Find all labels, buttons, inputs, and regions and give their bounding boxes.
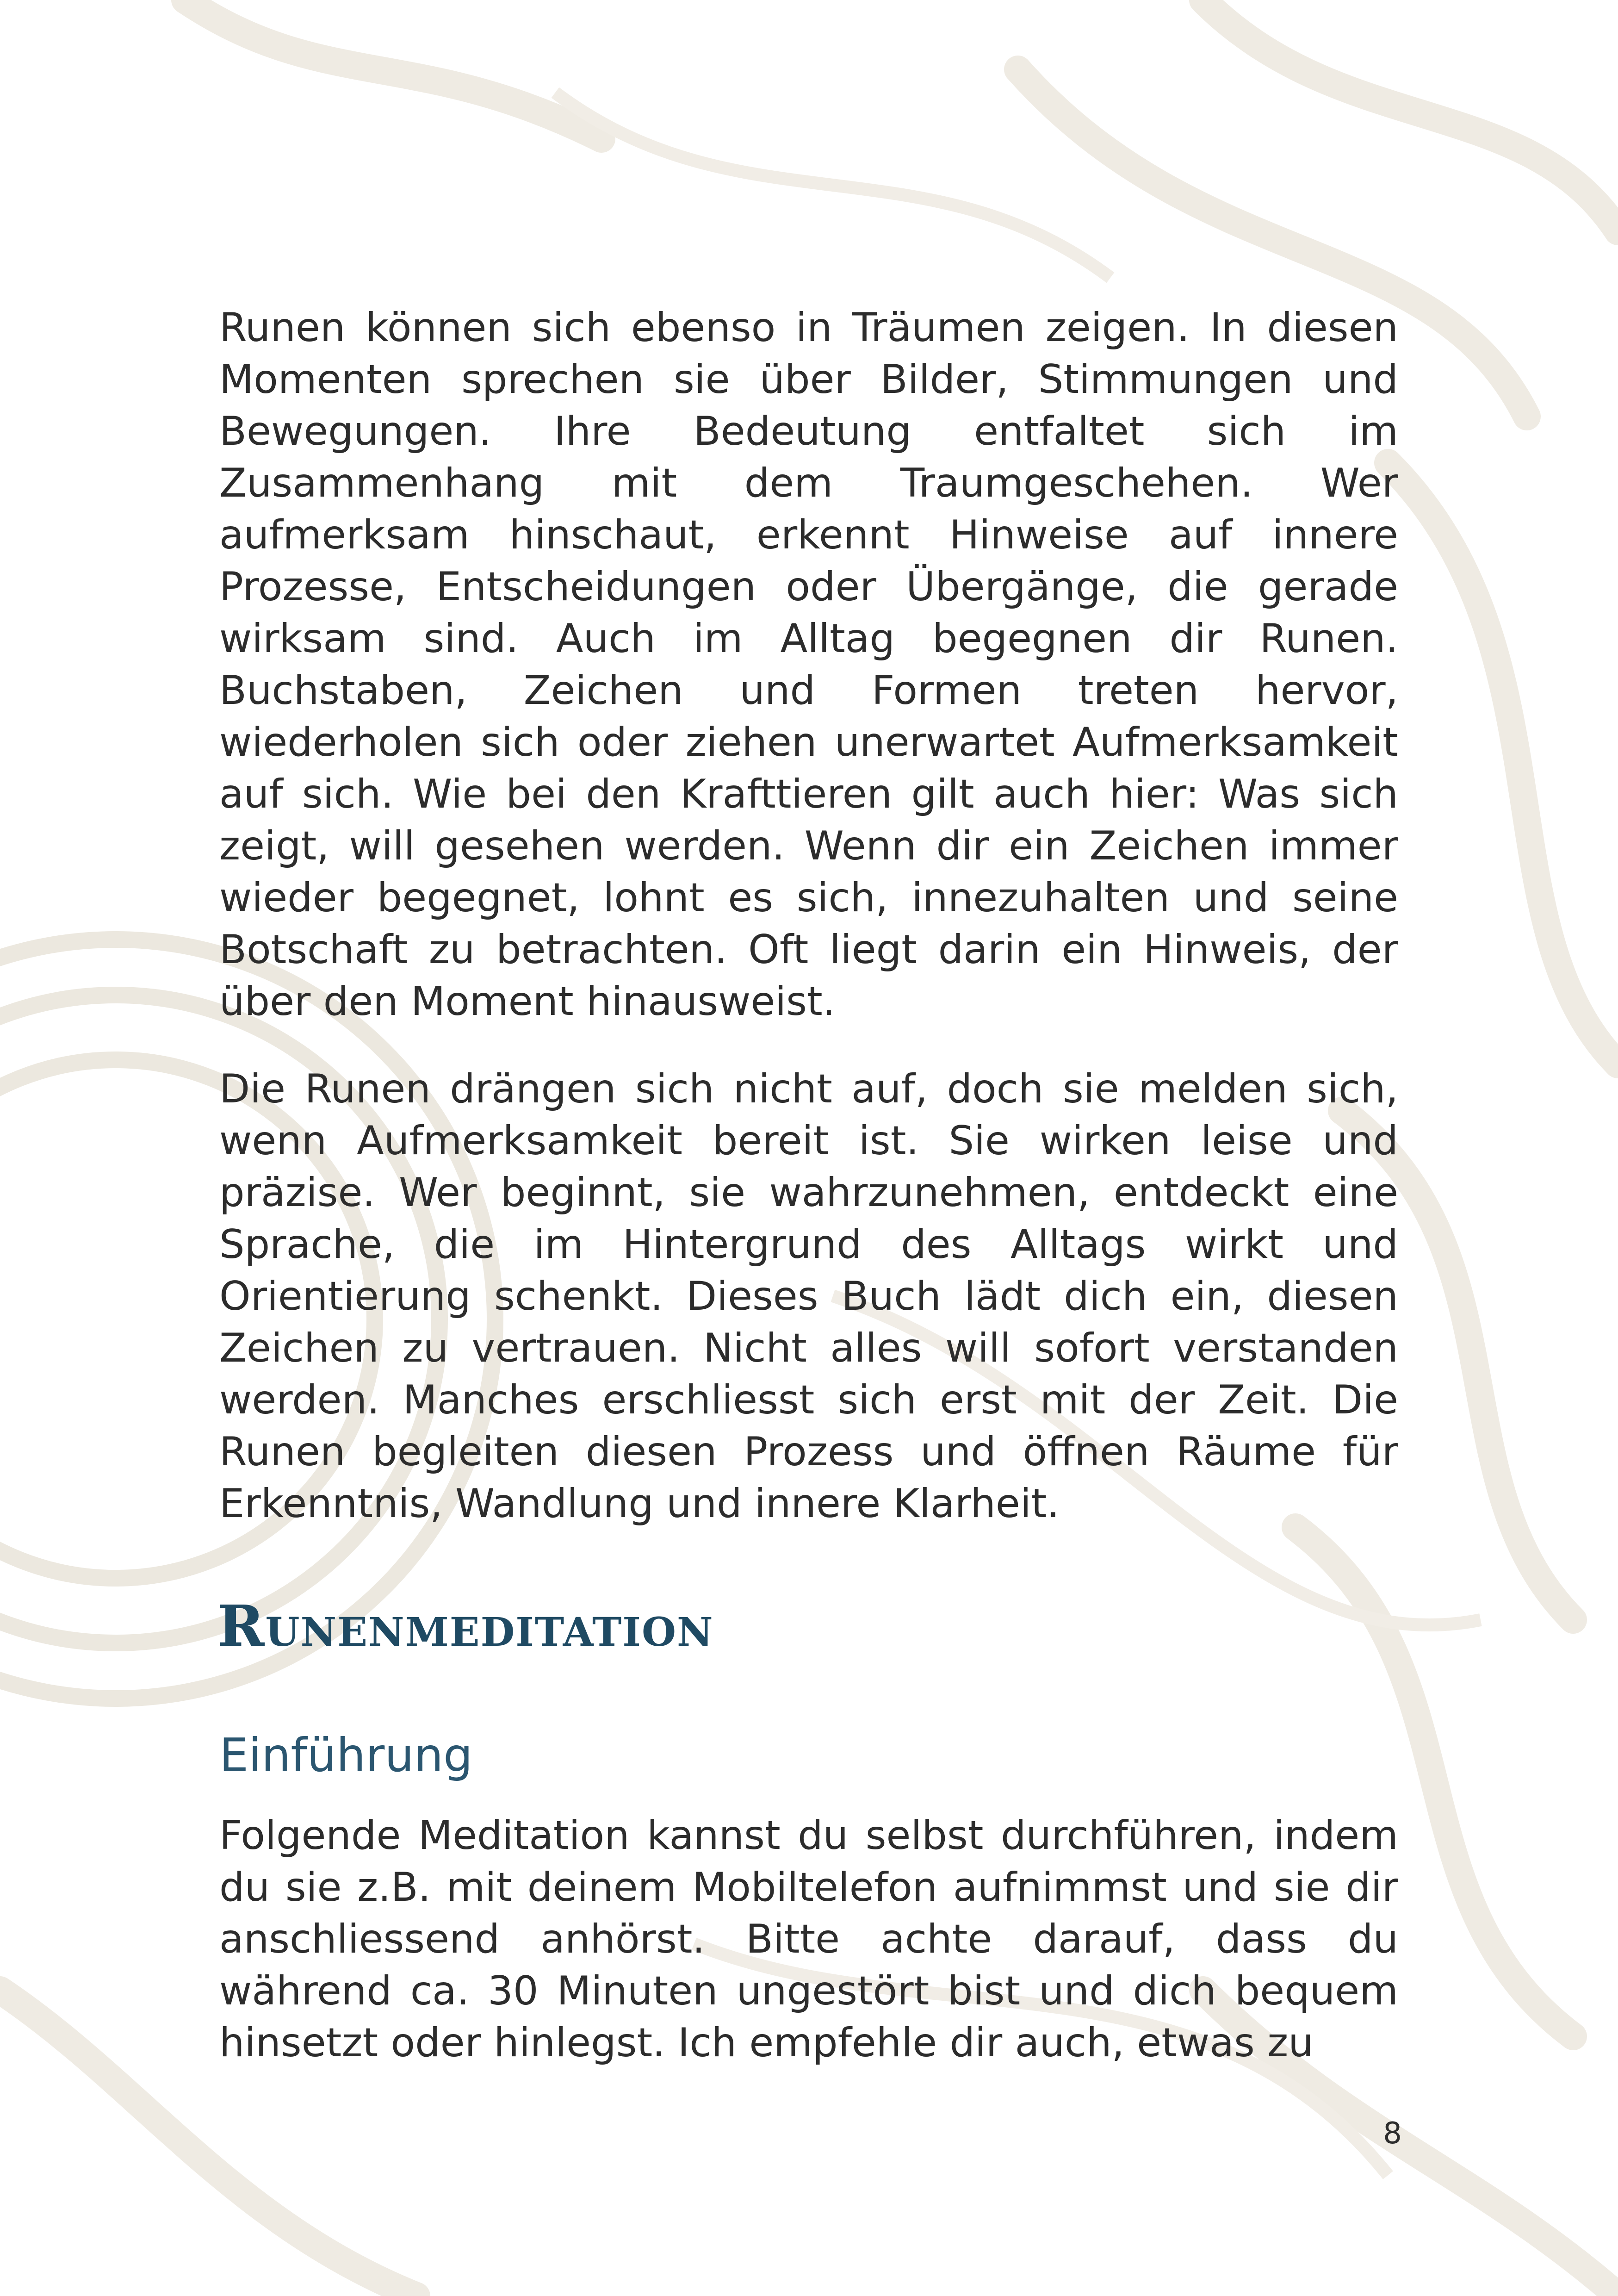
body-paragraph-3: Folgende Meditation kannst du selbst durchführen, indem du sie z.B. mit deinem Mobiltelefon aufnimmst und sie dir anschliessend anhörst. Bitte achte darauf, dass du während ca. 30 Minuten ungestört bist und dich bequem hinsetzt oder hinlegst. Ich empfehle dir auch, etwas zu	[219, 1812, 1398, 2066]
body-paragraph-2: Die Runen drängen sich nicht auf, doch sie melden sich, wenn Aufmerksamkeit bereit ist. Sie wirken leise und präzise. Wer beginnt, sie wahrzunehmen, entdeckt eine Sprache, die im Hintergrund des Alltags wirkt und Orientierung schenkt. Dieses Buch lädt dich ein, diesen Zeichen zu vertrauen. Nicht alles will sofort verstanden werden. Manches erschliesst sich erst mit der Zeit. Die Runen begleiten diesen Prozess und öffnen Räume für Erkenntnis, Wandlung und innere Klarheit.	[219, 1066, 1398, 1527]
subsection-heading: Einführung	[219, 1728, 473, 1782]
section-heading: Runenmeditation	[217, 1593, 714, 1659]
page-number: 8	[1383, 2116, 1402, 2151]
body-paragraph-1: Runen können sich ebenso in Träumen zeigen. In diesen Momenten sprechen sie über Bilder, Stimmungen und Bewegungen. Ihre Bedeutung entfaltet sich im Zusammenhang mit dem Traumgeschehen. Wer aufmerksam hinschaut, erkennt Hinweise auf innere Prozesse, Entscheidungen oder Übergänge, die gerade wirksam sind. Auch im Alltag begegnen dir Runen. Buchstaben, Zeichen und Formen treten hervor, wiederholen sich oder ziehen unerwartet Aufmerksamkeit auf sich. Wie bei den Krafttieren gilt auch hier: Was sich zeigt, will gesehen werden. Wenn dir ein Zeichen immer wieder begegnet, lohnt es sich, innezuhalten und seine Botschaft zu betrachten. Oft liegt darin ein Hinweis, der über den Moment hinausweist.	[219, 305, 1398, 1025]
